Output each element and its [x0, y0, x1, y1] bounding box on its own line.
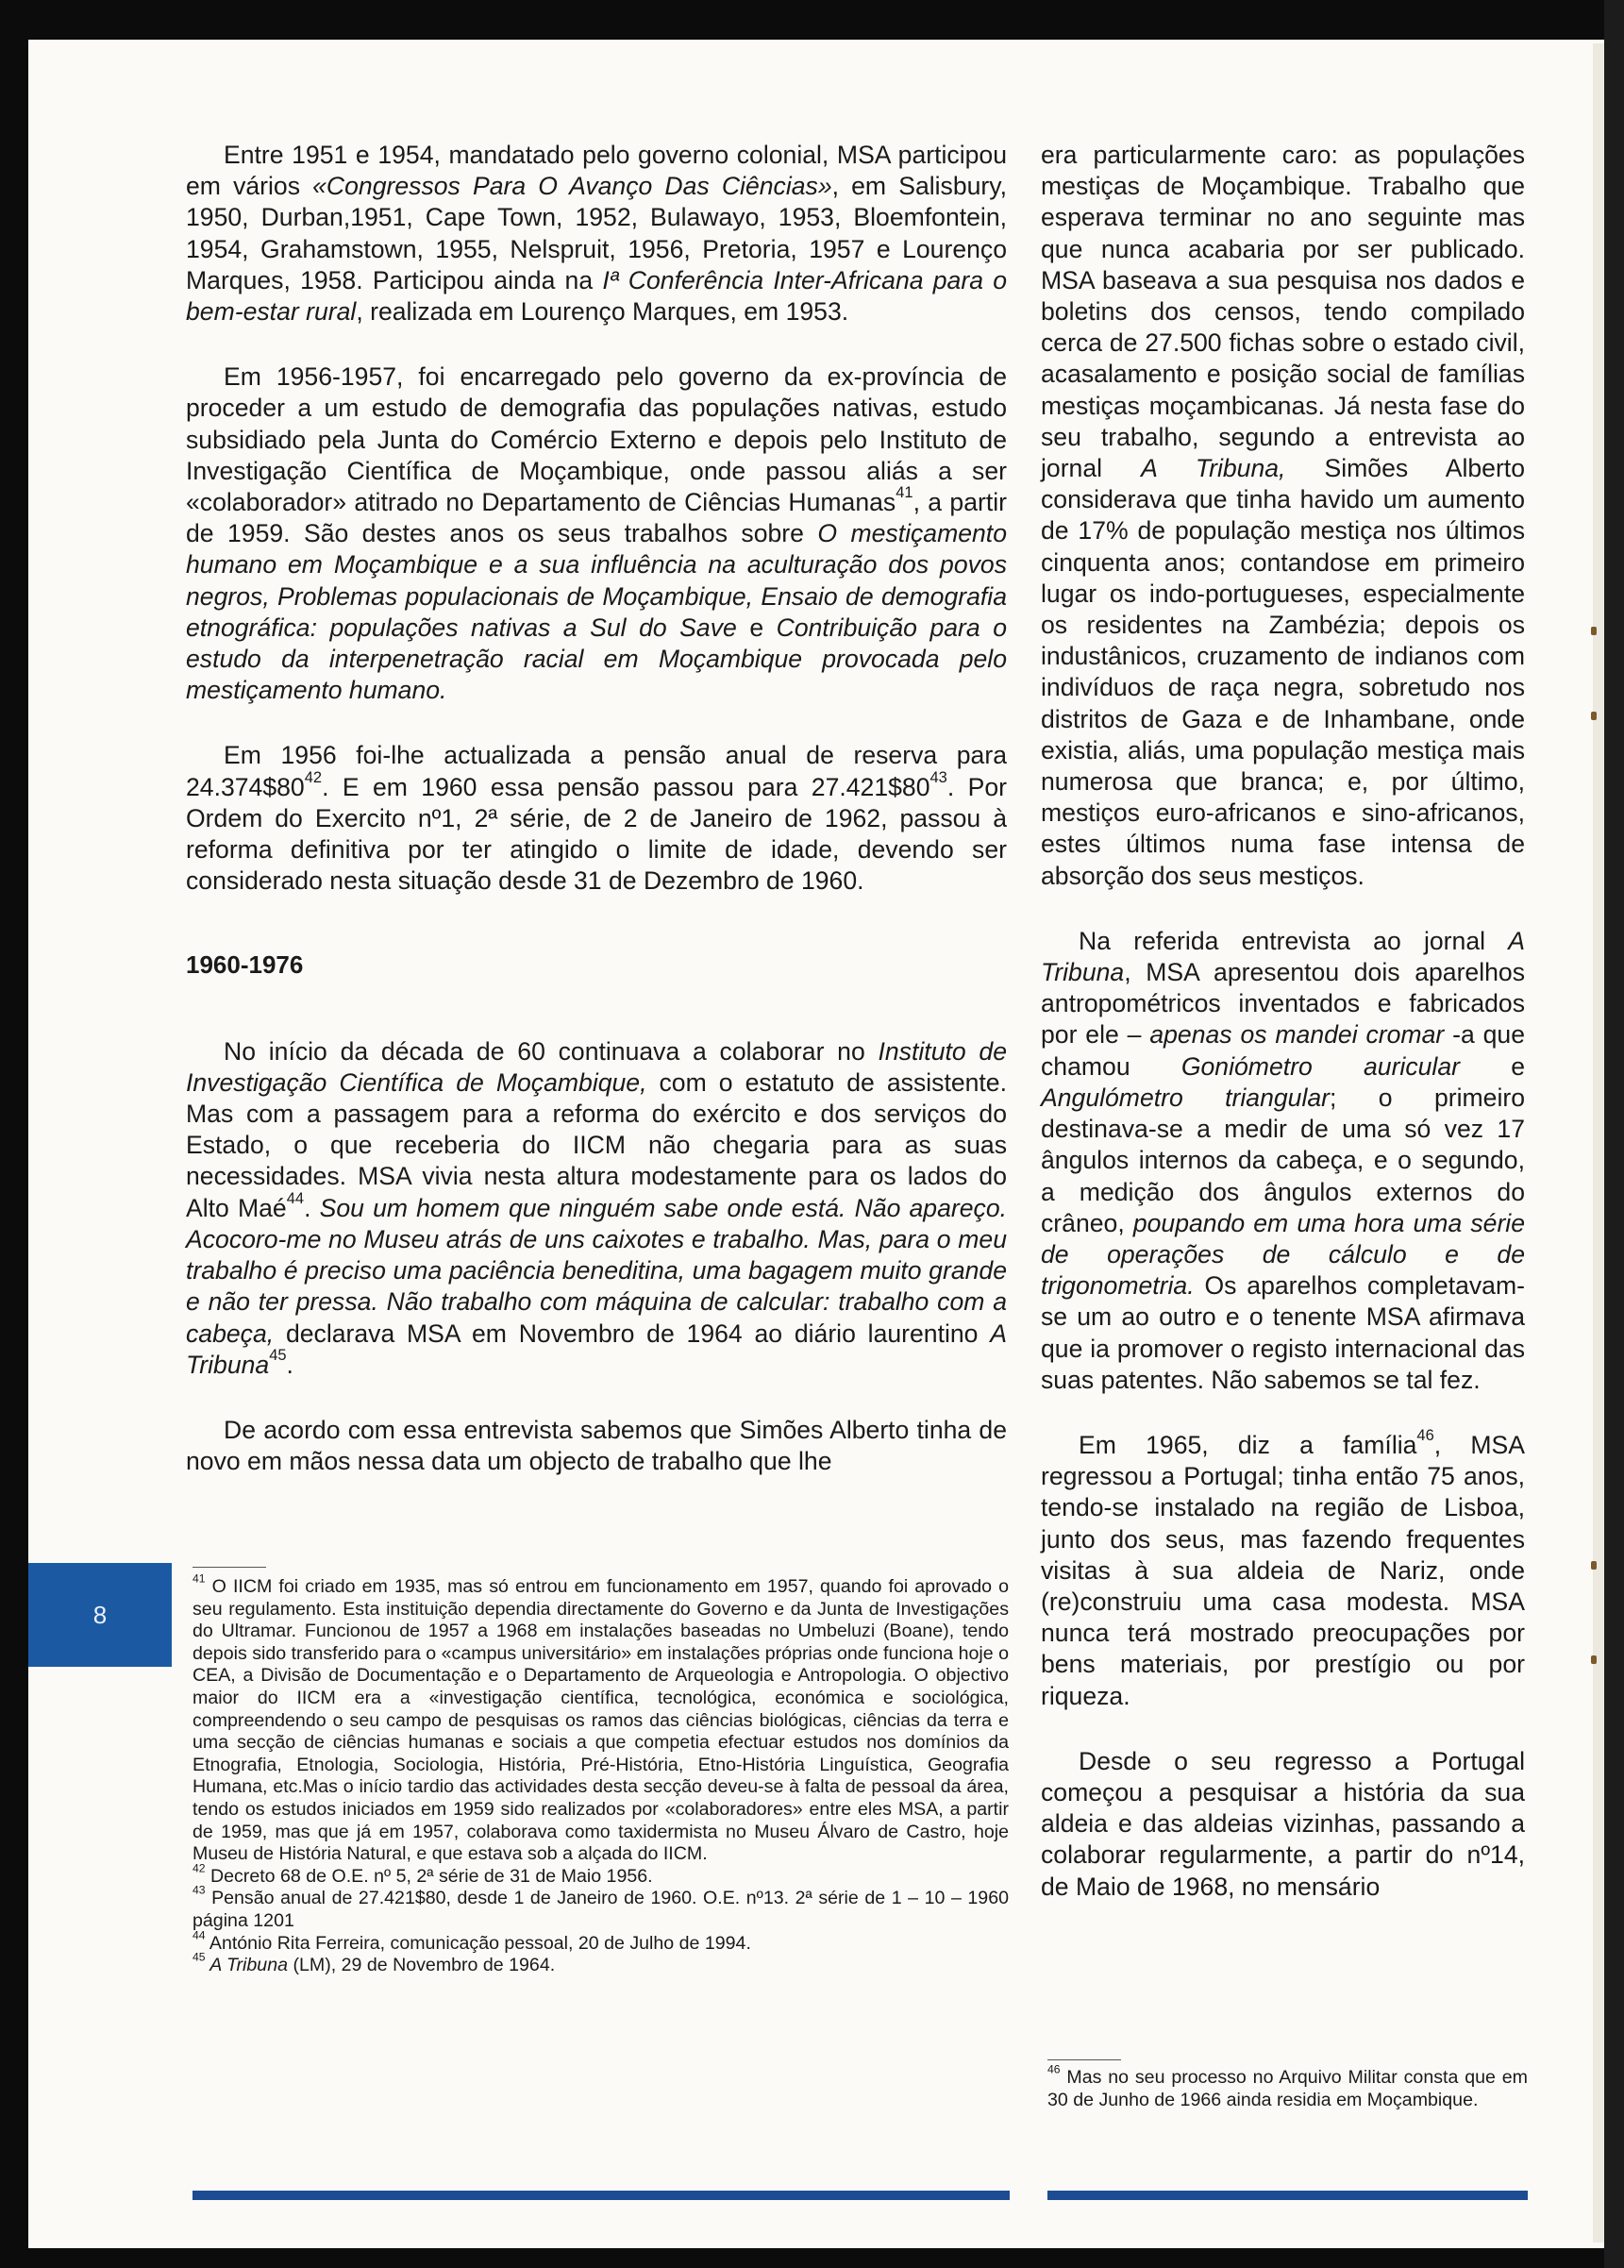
footnote-number: 45 [193, 1950, 206, 1964]
text: , em Salisbury, 1950, Durban,1951, Cape Town, 1952, Bulawayo, 1953, Bloemfontein, 1954, Grahamstown, 1955, Nelspruit, 1956, Pretoria, 1957 e Lourenço Marques, 1958. Participou ainda na [186, 172, 1007, 294]
italic-text: Angulómetro triangular [1041, 1083, 1331, 1112]
italic-text: apenas os mandei cromar [1149, 1020, 1445, 1050]
scan-speck [1591, 1655, 1597, 1664]
footnote [193, 1950, 1009, 1977]
footnote [1047, 2062, 1528, 2111]
footnote-number: 44 [193, 1928, 206, 1942]
footnote [193, 1928, 1009, 1956]
italic-text: A Tribuna [186, 1319, 1007, 1379]
bottom-rule-right [1047, 2191, 1528, 2200]
footnote-number: 41 [193, 1571, 206, 1586]
footnote [193, 1861, 1009, 1889]
scan-speck [1591, 627, 1597, 635]
paragraph [1041, 926, 1525, 1396]
page-number-tab [28, 1563, 172, 1667]
text: ; o primeiro destinava-se a medir de uma só vez 17 ângulos internos da cabeça, e o segundo, a medição dos ângulos externos do crâneo, [1041, 1083, 1525, 1237]
footnote-divider [193, 1567, 266, 1568]
text: . Por Ordem do Exercito nº1, 2ª série, de 2 de Janeiro de 1962, passou à reforma definitiva por ter atingido o limite de idade, devendo ser considerado nesta situação desde 31 de Dezembro de 1960. [186, 772, 1008, 896]
text: Entre 1951 e 1954, mandatado pelo governo colonial, MSA participou em vários [186, 141, 1007, 201]
italic-text: A Tribuna, [1141, 454, 1286, 483]
italic-text: O mestiçamento humano em Moçambique e a sua influência na aculturação dos povos negros, Problemas populacionais de Moçambique, Ensaio de demografia etnográfica: populações nativas a Sul do Save [186, 519, 1007, 642]
text: , a partir de 1959. São destes anos os seus trabalhos sobre [186, 488, 1007, 548]
text: , MSA regressou a Portugal; tinha então 75 anos, tendo-se instalado na região de Lisboa, junto dos seus, mas fazendo frequentes visitas à sua aldeia de Nariz, onde (re)construiu uma casa modesta. MSA nunca terá mostrado preocupações por bens materiais, por prestígio ou por riqueza. [1041, 1430, 1525, 1710]
text: . [286, 1350, 293, 1379]
footnote-text: Decreto 68 de O.E. nº 5, 2ª série de 31 de Maio 1956. [205, 1865, 653, 1887]
footnotes-right [1047, 2062, 1528, 2111]
text: -a que chamou [1041, 1020, 1525, 1081]
footnote-divider [1047, 2059, 1121, 2060]
adjacent-page-edge [1593, 43, 1604, 2243]
text: Em 1956 foi-lhe actualizada a pensão anual de reserva para 24.374$80 [186, 741, 1007, 801]
italic-text: A Tribuna [1041, 926, 1525, 987]
text: Em 1965, diz a família [1079, 1430, 1417, 1459]
paragraph [186, 740, 1007, 897]
text: e [736, 613, 777, 642]
footnote-ref: 42 [304, 768, 323, 786]
italic-text: poupando em uma hora uma série de operações de cálculo e de trigonometria. [1041, 1208, 1526, 1301]
section-heading: 1960-1976 [186, 950, 304, 980]
text: com o estatuto de assistente. Mas com a passagem para a reforma do exército e dos serviços do Estado, o que receberia do IICM não chegaria para as suas necessidades. MSA vivia nesta altura modestamente para os lados do Alto Maé [186, 1067, 1007, 1222]
paragraph [1041, 140, 1525, 892]
footnote-number: 42 [193, 1861, 206, 1875]
paragraph [186, 140, 1007, 328]
scan-speck [1591, 1561, 1597, 1570]
page-number: 8 [92, 1600, 108, 1629]
paragraph [1041, 1426, 1525, 1712]
footnote-ref: 45 [269, 1346, 287, 1364]
footnote-ref: 44 [286, 1189, 305, 1207]
paragraph [1041, 1746, 1525, 1903]
paragraph [186, 1036, 1007, 1381]
text: Desde o seu regresso a Portugal começou a pesquisar a história da sua aldeia e das aldeias vizinhas, passando a colaborar regularmente, a partir do nº14, de Maio de 1968, no mensário [1041, 1746, 1525, 1901]
footnote [193, 1883, 1009, 1932]
paragraph [186, 361, 1007, 706]
text: . E em 1960 essa pensão passou para 27.421$80 [322, 772, 930, 801]
footnote-text: O IICM foi criado em 1935, mas só entrou em funcionamento em 1957, quando foi aprovado o seu regulamento. Esta instituição dependia directamente do Governo e da Junta de Investigações do Ultramar. Funcionou de 1957 a 1968 em instalações baseadas no Umbeluzi (Boane), tendo depois sido transferido para o «campus universitário» em instalações próprias onde funciona hoje o CEA, a Divisão de Documentação e o Departamento de Arqueologia e Antropologia. O objectivo maior do IICM era a «investigação científica, tecnológica, económica e sociológica, compreendendo o seu campo de pesquisas os ramos das ciências biológicas, ciências da terra e uma secção de ciências humanas e sociais a que competia efectuar estudos nos domínios da Etnografia, Etnologia, Sociologia, História, Pré-História, Etno-História Linguística, Geografia Humana, etc.Mas o início tardio das actividades desta secção deveu-se à falta de pessoal da área, tendo os estudos iniciados em 1959 sido realizados por «colaboradores» entre eles MSA, a partir de 1959, mas que já em 1957, colaborava como taxidermista no Museu Álvaro de Castro, hoje Museu de História Natural, e que estava sob a alçada do IICM. [193, 1576, 1009, 1865]
footnote-ref: 46 [1416, 1426, 1434, 1444]
italic-text: Contribuição para o estudo da interpenetração racial em Moçambique provocada pelo mestiçamento humano. [186, 613, 1007, 705]
italic-text: Iª Conferência Inter-Africana para o bem-estar rural [186, 265, 1007, 327]
text: , MSA apresentou dois aparelhos antropométricos inventados e fabricados por ele – [1041, 958, 1525, 1050]
italic-text: «Congressos Para O Avanço Das Ciências» [312, 172, 832, 201]
left-column [186, 140, 1007, 1477]
text: era particularmente caro: as populações mestiças de Moçambique. Trabalho que esperava terminar no ano seguinte mas que nunca acabaria por ser publicado. MSA baseava a sua pesquisa nos dados e boletins dos censos, tendo compilado cerca de 27.500 fichas sobre o estado civil, acasalamento e posição social de famílias mestiças moçambicanas. Já nesta fase do seu trabalho, segundo a entrevista ao jornal [1041, 141, 1525, 483]
scan-speck [1591, 712, 1597, 720]
italic-text: Sou um homem que ninguém sabe onde está. Não apareço. Acocoro-me no Museu atrás de uns caixotes e trabalho. Mas, para o meu trabalho é preciso uma paciência beneditina, uma bagagem muito grande e não ter pressa. Não trabalho com máquina de calcular: trabalho com a cabeça, [186, 1193, 1008, 1348]
text: , realizada em Lourenço Marques, em 1953. [356, 297, 849, 327]
text: Simões Alberto considerava que tinha havido um aumento de 17% de população mestiça nos últimos cinquenta anos; contandose em primeiro lugar os indo-portugueses, especialmente os residentes na Zambézia; depois os industânicos, cruzamento de indianos com indivíduos de raça negra, sobretudo nos distritos de Gaza e de Inhambane, onde existia, aliás, uma população mestiça mais numerosa que branca; e, por último, mestiços euro-africanos e sino-africanos, estes últimos numa fase intensa de absorção dos seus mestiços. [1041, 454, 1525, 890]
text: e [1459, 1051, 1525, 1081]
text: Em 1956-1957, foi encarregado pelo governo da ex-província de proceder a um estudo de demografia das populações nativas, estudo subsidiado pela Junta do Comércio Externo e depois pelo Instituto de Investigação Científica de Moçambique, onde passou aliás a ser «colaborador» atitrado no Departamento de Ciências Humanas [186, 362, 1007, 517]
footnotes-left [193, 1571, 1009, 1977]
footnote-text: Pensão anual de 27.421$80, desde 1 de Janeiro de 1960. O.E. nº13. 2ª série de 1 – 10 – 1960 página 1201 [193, 1888, 1009, 1931]
text: Na referida entrevista ao jornal [1079, 926, 1509, 955]
footnote-text: (LM), 29 de Novembro de 1964. [288, 1955, 556, 1976]
footnote-ref: 43 [929, 768, 947, 786]
paragraph [186, 1415, 1007, 1477]
bottom-rule-left [193, 2191, 1010, 2200]
scan-border [1604, 0, 1624, 2268]
text: . [304, 1193, 320, 1222]
footnote-text: Mas no seu processo no Arquivo Militar consta que em 30 de Junho de 1966 ainda residia em Moçambique. [1047, 2067, 1528, 2110]
footnote-ref: 41 [896, 484, 913, 502]
text: Os aparelhos completavam-se um ao outro e o tenente MSA afirmava que ia promover o registo internacional das suas patentes. Não sabemos se tal fez. [1041, 1271, 1525, 1394]
footnote [193, 1571, 1009, 1866]
right-column [1041, 140, 1525, 1903]
italic-text: Instituto de Investigação Científica de Moçambique, [186, 1036, 1007, 1097]
text: declarava MSA em Novembro de 1964 ao diário laurentino [274, 1319, 991, 1348]
footnote-number: 43 [193, 1883, 206, 1897]
text: De acordo com essa entrevista sabemos que Simões Alberto tinha de novo em mãos nessa data um objecto de trabalho que lhe [186, 1415, 1007, 1476]
footnote-text: António Rita Ferreira, comunicação pessoal, 20 de Julho de 1994. [205, 1932, 751, 1954]
italic-text: A Tribuna [205, 1955, 288, 1976]
text: No início da década de 60 continuava a colaborar no [224, 1036, 879, 1066]
italic-text: Goniómetro auricular [1180, 1051, 1460, 1081]
footnote-number: 46 [1047, 2062, 1061, 2076]
